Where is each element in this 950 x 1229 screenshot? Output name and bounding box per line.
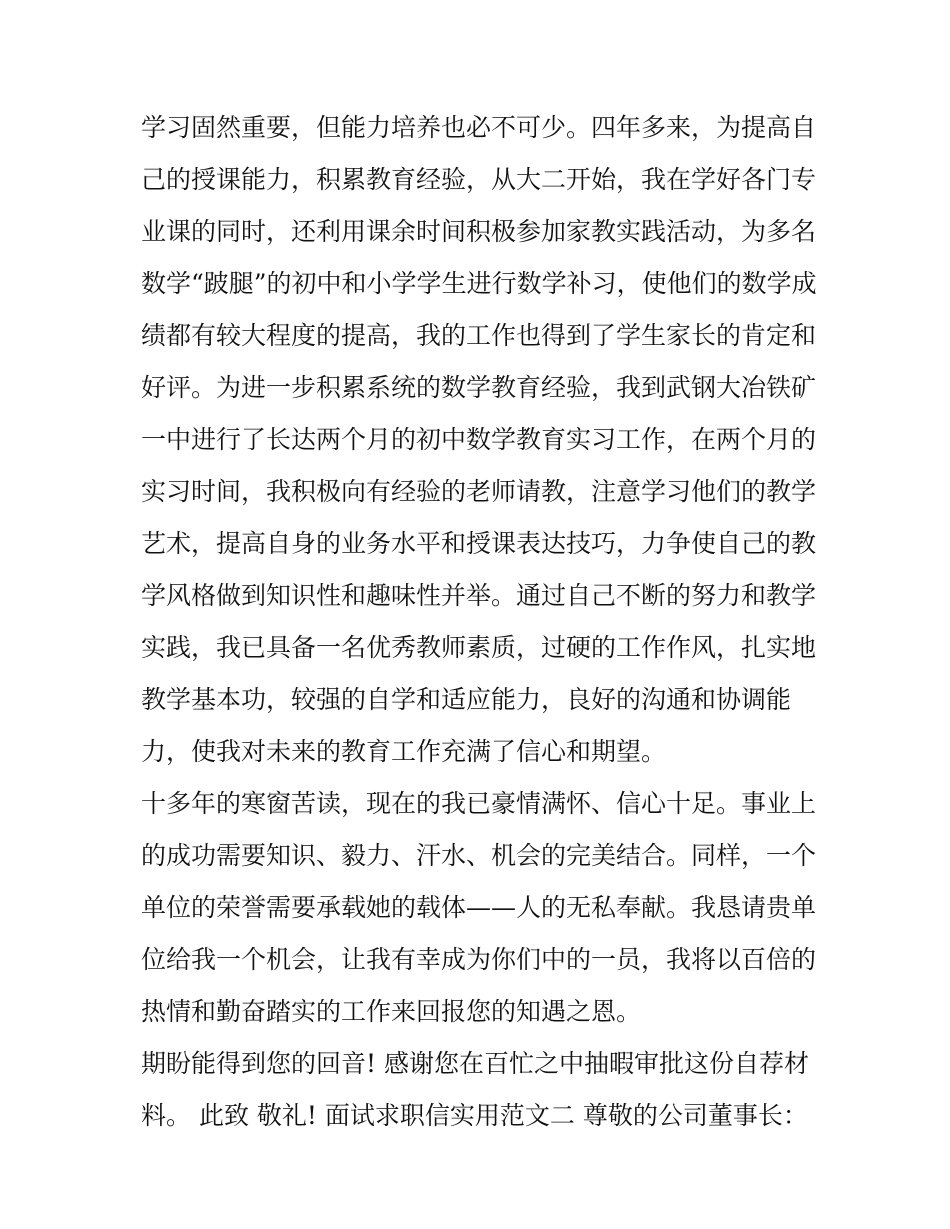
text-line: 一中进行了长达两个月的初中数学教育实习工作，在两个月的 <box>141 425 817 454</box>
text-line: 期盼能得到您的回音! 感谢您在百忙之中抽暇审批这份自荐材 <box>141 1049 809 1078</box>
text-line: 己的授课能力，积累教育经验，从大二开始，我在学好各门专 <box>141 165 817 194</box>
text-line: 位给我一个机会，让我有幸成为你们中的一员，我将以百倍的 <box>141 945 817 974</box>
text-line: 热情和勤奋踏实的工作来回报您的知遇之恩。 <box>141 997 642 1026</box>
text-line: 绩都有较大程度的提高，我的工作也得到了学生家长的肯定和 <box>141 321 817 350</box>
text-line: 实习时间，我积极向有经验的老师请教，注意学习他们的教学 <box>141 477 817 506</box>
text-line: 学习固然重要，但能力培养也必不可少。四年多来，为提高自 <box>141 113 817 142</box>
text-line: 学风格做到知识性和趣味性并举。通过自己不断的努力和教学 <box>141 581 817 610</box>
text-line: 数学“跛腿”的初中和小学学生进行数学补习，使他们的数学成 <box>141 269 817 298</box>
text-line: 艺术，提高自身的业务水平和授课表达技巧，力争使自己的教 <box>141 529 817 558</box>
text-line: 料。 此致 敬礼! 面试求职信实用范文二 尊敬的公司董事长： <box>141 1101 808 1130</box>
text-line: 十多年的寒窗苦读，现在的我已豪情满怀、信心十足。事业上 <box>141 789 817 818</box>
text-line: 教学基本功，较强的自学和适应能力，良好的沟通和协调能 <box>141 685 792 714</box>
text-line: 单位的荣誉需要承载她的载体——人的无私奉献。我恳请贵单 <box>141 893 817 922</box>
text-line: 的成功需要知识、毅力、汗水、机会的完美结合。同样，一个 <box>141 841 817 870</box>
text-line: 业课的同时，还利用课余时间积极参加家教实践活动，为多名 <box>141 217 817 246</box>
text-line: 力，使我对未来的教育工作充满了信心和期望。 <box>141 737 667 766</box>
text-line: 实践，我已具备一名优秀教师素质，过硬的工作作风，扎实地 <box>141 633 817 662</box>
text-line: 好评。为进一步积累系统的数学教育经验，我到武钢大冶铁矿 <box>141 373 817 402</box>
